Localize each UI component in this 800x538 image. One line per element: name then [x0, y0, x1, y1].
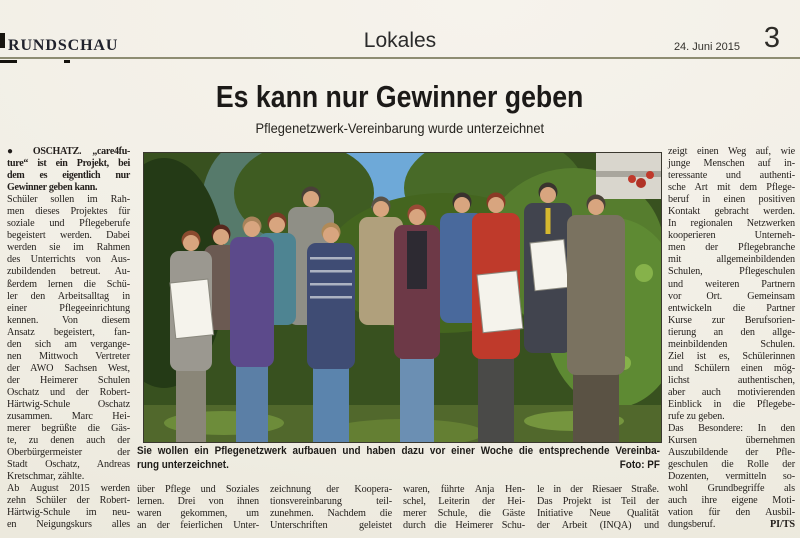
text-line: sche Art mit dem Pflege-: [668, 182, 795, 194]
text-line: und weiteren Partnern: [668, 278, 795, 290]
scan-artifact: [0, 60, 17, 63]
text-line: wohl Grundbegriffe als: [668, 483, 795, 495]
body-column-right: [668, 146, 795, 532]
section-title: Lokales: [363, 29, 437, 52]
text-line: men der Pflegebranche: [668, 242, 795, 254]
text-line: zunehmen. Nachdem die: [270, 508, 392, 520]
text-line: Schüler sollen im Rah-: [7, 194, 130, 206]
text-line: Härtwig-Schule im neu-: [7, 507, 130, 519]
text-line: ler den Arbeitsalltag in: [7, 290, 130, 302]
text-line: zeigt einen Weg auf, wie: [668, 146, 795, 157]
text-line: lernen. Drei von ihnen: [137, 496, 259, 508]
text-line: an der feierlichen Unter-: [137, 520, 259, 532]
text-line: Oberbürgermeister der: [7, 447, 130, 459]
body-column-bottom-3: [403, 484, 525, 532]
closing-text: dungsberuf.: [668, 519, 716, 531]
text-line: Ansatz begeistert, fan-: [7, 326, 130, 338]
text-line: Einblick in die Pflegebe-: [668, 398, 795, 410]
person-figure: [230, 217, 274, 443]
text-line: kooperieren Unterneh-: [668, 230, 795, 242]
text-line: le in der Riesaer Straße.: [537, 484, 659, 495]
text-line: ture“ ist ein Projekt, bei: [7, 158, 130, 170]
text-line: der Heimerer Schulen: [7, 374, 130, 386]
text-line: Das Projekt ist Teil der: [537, 496, 659, 508]
text-line: vor Ort. Gemeinsam: [668, 290, 795, 302]
text-line: Stadt Oschatz, Andreas: [7, 459, 130, 471]
text-line: teressante und authenti-: [668, 170, 795, 182]
text-line: durch die Heimerer Schu-: [403, 520, 525, 532]
text-line: der Arbeit (INQA) und: [537, 520, 659, 532]
person-figure: [567, 195, 625, 443]
text-line: aber auch motivierenden: [668, 386, 795, 398]
newspaper-brand: RUNDSCHAU: [8, 37, 119, 54]
flowers: [646, 171, 654, 179]
text-line: Kontakt gebracht werden.: [668, 206, 795, 218]
text-line: merer Schule, die Gäste: [403, 508, 525, 520]
text-line: tionsvereinbarung teil-: [270, 496, 392, 508]
text-line: mit allgemeinbildenden: [668, 254, 795, 266]
text-line: men dieses Projektes für: [7, 206, 130, 218]
text-line: Kretschmar, zählte.: [7, 471, 85, 483]
text-line: tierung an den allge-: [668, 326, 795, 338]
text-line: schel, Leiterin der Hei-: [403, 496, 525, 508]
text-line: geschulen die Rolle der: [668, 459, 795, 471]
text-line: waren gekommen, um: [137, 508, 259, 520]
person-figure: [307, 223, 355, 443]
flowers: [636, 178, 646, 188]
caption-line-1: Sie wollen ein Pflegenetzwerk aufbauen und haben dazu vor einer Woche die entsprechende Vereinba-: [137, 445, 660, 457]
text-line: soziale und Pflegeberufe: [7, 218, 130, 230]
article-photo: [143, 152, 662, 443]
text-line: den sich am vergange-: [7, 338, 130, 350]
text-line: beruf in einen positiven: [668, 194, 795, 206]
text-line: und Schülern einen mög-: [668, 362, 795, 374]
text-line: vation für den Ausbil-: [668, 507, 795, 519]
text-line: zehn Schüler der Robert-: [7, 495, 130, 507]
article-subheadline: Pflegenetzwerk-Vereinbarung wurde unterzeichnet: [255, 120, 545, 136]
text-line: der AWO Sachsen West,: [7, 362, 130, 374]
text-line: meinbildenden Schulen.: [668, 338, 795, 350]
author-initials: PI/TS: [770, 519, 795, 531]
text-line: ● OSCHATZ. „care4fu-: [7, 146, 130, 157]
page-number: 3: [763, 22, 780, 54]
masthead-rule: [0, 57, 800, 59]
caption-line-2-text: rung unterzeichnet.: [137, 458, 229, 471]
flowers: [628, 175, 636, 183]
person-figure: [524, 183, 572, 354]
text-line: ßerdem lernen die Schü-: [7, 278, 130, 290]
text-line: Gewinner geben kann.: [7, 182, 98, 194]
text-line: waren, führte Anja Hen-: [403, 484, 525, 495]
scan-artifact: [64, 60, 70, 63]
closing-line: [668, 519, 795, 531]
text-line: lichst authentischen,: [668, 374, 795, 386]
body-column-bottom-4: [537, 484, 659, 532]
text-line: kennen. Von diesem: [7, 314, 130, 326]
body-column-bottom-2: [270, 484, 392, 532]
text-line: rufe zu geben.: [668, 411, 725, 423]
photo-caption: [137, 445, 660, 473]
person-figure: [394, 205, 440, 443]
article-headline: Es kann nur Gewinner geben: [216, 79, 584, 114]
text-line: zubildenden betreut. Au-: [7, 266, 130, 278]
text-line: Kurse zur Berufsorien-: [668, 314, 795, 326]
text-line: nen Mittwoch Vertreter: [7, 350, 130, 362]
photo-credit: Foto: PF: [619, 458, 660, 471]
body-column-left: [7, 146, 130, 532]
photo-illustration: [144, 153, 661, 442]
issue-date: 24. Juni 2015: [673, 41, 740, 53]
text-line: te, zu denen auch der: [7, 435, 130, 447]
caption-line-2: [137, 459, 660, 473]
text-line: In regionalen Netzwerken: [668, 218, 795, 230]
text-line: Ab August 2015 werden: [7, 483, 130, 495]
text-line: Schulen, Pflegeschulen: [668, 266, 795, 278]
text-line: Härtwig-Schule Oschatz: [7, 398, 130, 410]
text-line: Das Besondere: In den: [668, 423, 795, 435]
text-line: en Neigungskurs alles: [7, 519, 130, 531]
text-line: dem es eigentlich nur: [7, 170, 130, 182]
text-line: einer Pflegeeinrichtung: [7, 302, 130, 314]
text-line: werden sie im Rahmen: [7, 242, 130, 254]
text-line: auch ihre eigene Moti-: [668, 495, 795, 507]
text-line: Dozenten, vermitteln so-: [668, 471, 795, 483]
text-line: des Unterrichts von Aus-: [7, 254, 130, 266]
text-line: Auszubildende der Pfle-: [668, 447, 795, 459]
text-line: junge Menschen auf in-: [668, 158, 795, 170]
text-line: entwickeln die Partner: [668, 302, 795, 314]
text-line: zusammen. Marc Hei-: [7, 411, 130, 423]
text-line: Oschatz und der Robert-: [7, 386, 130, 398]
text-line: über Pflege und Soziales: [137, 484, 259, 495]
text-line: Unterschriften geleistet: [270, 520, 392, 532]
text-line: Ziel ist es, Schülerinnen: [668, 350, 795, 362]
body-column-bottom-1: [137, 484, 259, 532]
foliage-highlight: [635, 264, 653, 282]
text-line: merer begrüßte die Gäs-: [7, 423, 130, 435]
text-line: zeichnung der Koopera-: [270, 484, 392, 495]
text-line: Initiative Neue Qualität: [537, 508, 659, 520]
text-line: Kursen übernehmen: [668, 435, 795, 447]
text-line: begeistert werden. Dabei: [7, 230, 130, 242]
